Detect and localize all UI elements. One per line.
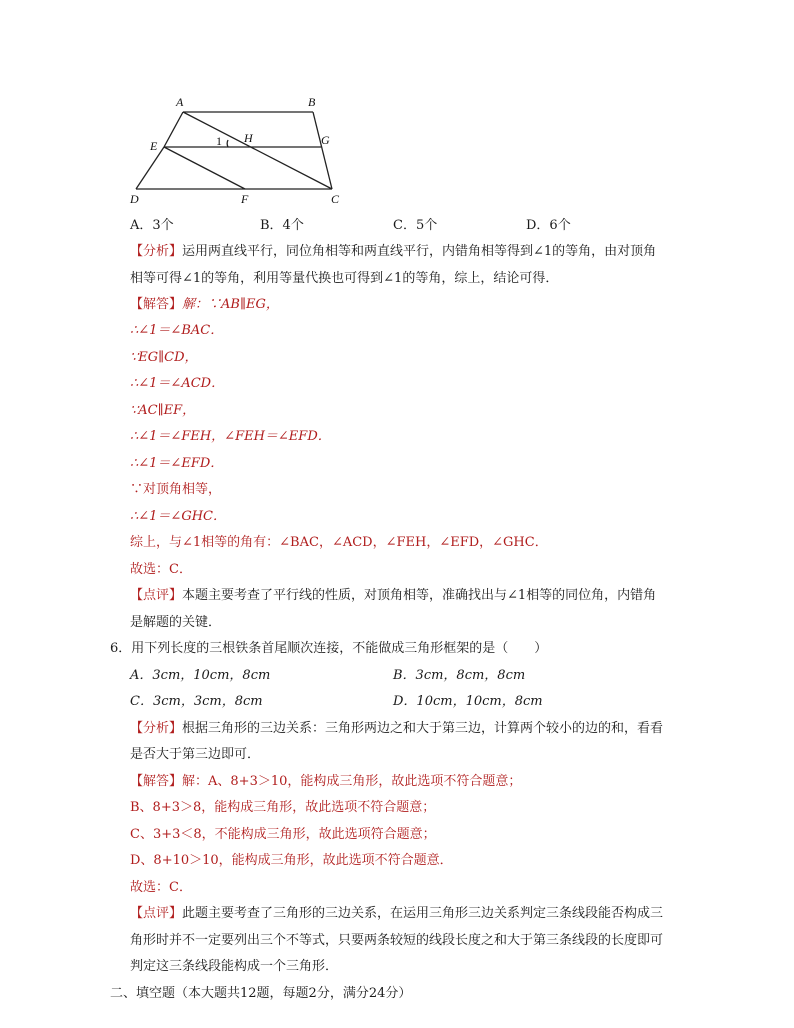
q5-option-b: B．4个 bbox=[260, 218, 304, 233]
segment-AC bbox=[183, 112, 332, 189]
q6-step-1: 解：A、8+3＞10，能构成三角形，故此选项不符合题意； bbox=[182, 774, 522, 789]
q5-option-a: A．3个 bbox=[130, 218, 174, 233]
q5-analysis-text-1: 运用两直线平行，同位角相等和两直线平行，内错角相等得到∠1的等角，由对顶角 bbox=[182, 244, 657, 259]
segment-AE bbox=[164, 112, 183, 147]
segment-EF bbox=[164, 147, 245, 189]
q5-step-4: ∴∠1＝∠ACD． bbox=[130, 376, 225, 391]
q5-option-c: C．5个 bbox=[393, 218, 438, 233]
q5-comment-line-1 bbox=[130, 587, 656, 605]
q5-option-d: D．6个 bbox=[526, 218, 571, 233]
q5-step-1: 解：∵AB∥EG， bbox=[182, 297, 279, 312]
segment-BC bbox=[313, 112, 332, 189]
q6-comment-text-1: 此题主要考查了三角形的三边关系，在运用三角形三边关系判定三条线段能否构成三 bbox=[182, 906, 664, 921]
q5-comment-tag: 【点评】 bbox=[130, 588, 183, 603]
label-A: A bbox=[176, 95, 184, 109]
q6-analysis-line-1 bbox=[130, 720, 663, 738]
label-E: E bbox=[150, 139, 158, 153]
q6-option-d: D．10cm，10cm，8cm bbox=[393, 694, 543, 709]
q5-answer-tag: 【解答】 bbox=[130, 297, 183, 312]
q5-comment-line-2: 是解题的关键． bbox=[130, 615, 222, 630]
label-C: C bbox=[331, 192, 340, 206]
label-F: F bbox=[241, 192, 249, 206]
q5-choice: 故选：C． bbox=[130, 562, 192, 577]
q6-comment-line-1 bbox=[130, 905, 663, 923]
q6-analysis-tag: 【分析】 bbox=[130, 721, 183, 736]
q6-answer-tag: 【解答】 bbox=[130, 774, 183, 789]
q6-step-3: C、3+3＜8，不能构成三角形，故此选项符合题意； bbox=[130, 827, 436, 842]
q6-answer-line-1 bbox=[130, 773, 521, 791]
q6-option-b: B．3cm，8cm，8cm bbox=[393, 668, 526, 683]
q5-step-2: ∴∠1＝∠BAC． bbox=[130, 323, 224, 338]
label-angle-1: 1 bbox=[216, 134, 222, 148]
q6-analysis-line-2: 是否大于第三边即可． bbox=[130, 747, 261, 762]
label-G: G bbox=[321, 133, 330, 147]
section-2-title: 二、填空题（本大题共12题，每题2分，满分24分） bbox=[110, 986, 412, 1001]
q6-option-c: C．3cm，3cm，8cm bbox=[130, 694, 263, 709]
q5-comment-text-1: 本题主要考查了平行线的性质，对顶角相等，准确找出与∠1相等的同位角，内错角 bbox=[182, 588, 657, 603]
q6-comment-tag: 【点评】 bbox=[130, 906, 183, 921]
q5-step-5: ∵AC∥EF， bbox=[130, 403, 196, 418]
q6-choice: 故选：C． bbox=[130, 880, 192, 895]
q5-step-3: ∵EG∥CD， bbox=[130, 350, 198, 365]
q5-analysis-line-2: 相等可得∠1的等角，利用等量代换也可得到∠1的等角，综上，结论可得． bbox=[130, 271, 559, 286]
q6-question: 6．用下列长度的三根铁条首尾顺次连接，不能做成三角形框架的是（ ） bbox=[110, 641, 548, 656]
q6-comment-line-2: 角形时并不一定要列出三个不等式，只要两条较短的线段长度之和大于第三条线段的长度即可 bbox=[130, 933, 664, 948]
q5-analysis-tag: 【分析】 bbox=[130, 244, 183, 259]
q6-analysis-text-1: 根据三角形的三边关系：三角形两边之和大于第三边，计算两个较小的边的和，看看 bbox=[182, 721, 664, 736]
q5-answer-line-1 bbox=[130, 296, 279, 314]
geometry-figure bbox=[128, 92, 358, 210]
q6-option-a: A．3cm，10cm，8cm bbox=[130, 668, 271, 683]
q5-step-8: ∵对顶角相等， bbox=[130, 482, 222, 497]
q5-step-9: ∴∠1＝∠GHC． bbox=[130, 509, 226, 524]
q6-step-2: B、8+3＞8，能构成三角形，故此选项不符合题意； bbox=[130, 800, 436, 815]
q5-step-6: ∴∠1＝∠FEH，∠FEH＝∠EFD． bbox=[130, 429, 331, 444]
label-H: H bbox=[244, 131, 253, 145]
segment-ED bbox=[136, 147, 164, 189]
label-D: D bbox=[130, 192, 139, 206]
angle-1-arc bbox=[227, 140, 228, 147]
q6-step-4: D、8+10＞10，能构成三角形，故此选项不符合题意． bbox=[130, 853, 453, 868]
q5-step-7: ∴∠1＝∠EFD． bbox=[130, 456, 224, 471]
q6-comment-line-3: 判定这三条线段能构成一个三角形． bbox=[130, 959, 339, 974]
q5-analysis-line-1 bbox=[130, 243, 656, 261]
q5-step-10: 综上，与∠1相等的角有：∠BAC，∠ACD，∠FEH，∠EFD，∠GHC． bbox=[130, 535, 548, 550]
label-B: B bbox=[308, 95, 316, 109]
